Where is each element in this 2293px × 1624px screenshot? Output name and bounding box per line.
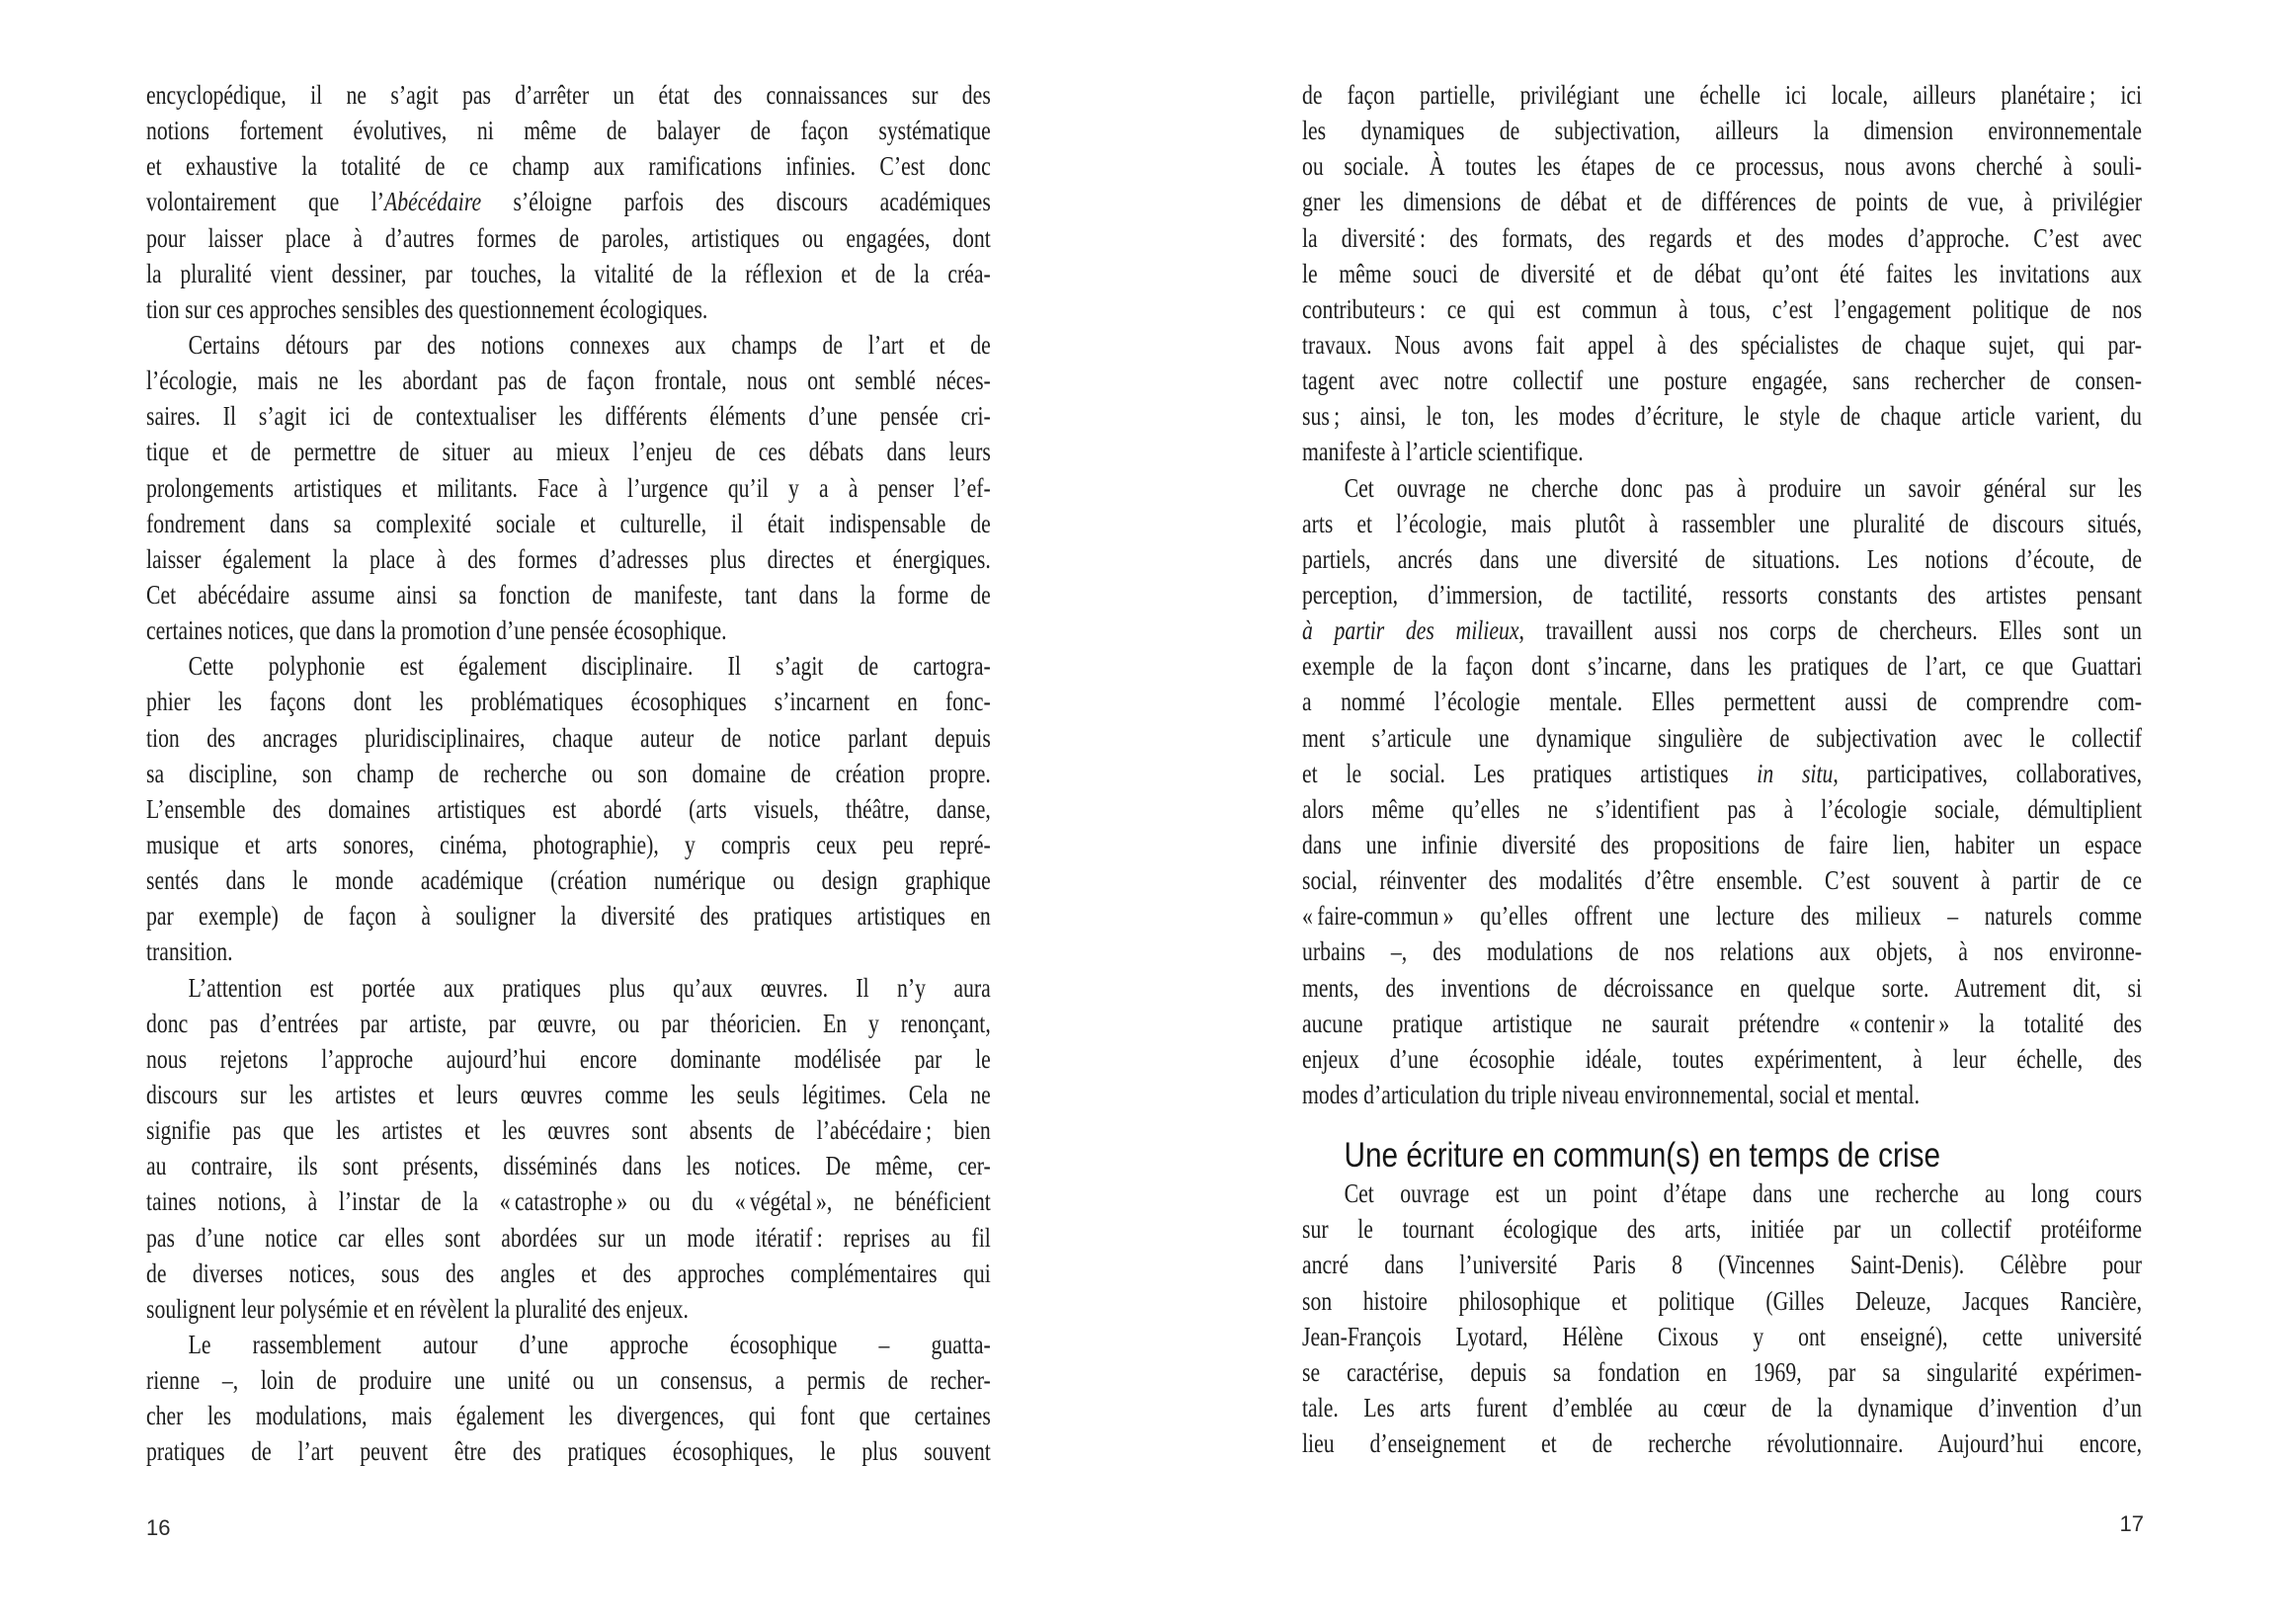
text-line: notions fortement évolutives, ni même de balayer de façon systématique [146,115,991,146]
text-line: « faire-commun » qu’elles offrent une lecture des milieux – naturels comme [1302,900,2143,932]
text-line: exemple de la façon dont s’incarne, dans les pratiques de l’art, ce que Guattari [1302,650,2143,682]
paragraph [1302,77,2142,470]
text-line: nous rejetons l’approche aujourd’hui encore dominante modélisée par le [146,1042,991,1074]
text-line: tagent avec notre collectif une posture engagée, sans rechercher de consen- [1302,365,2143,396]
text-line: musique et arts sonores, cinéma, photographie), y compris ceux peu repré- [146,828,991,859]
text-line: ment s’articule une dynamique singulière de subjectivation avec le collectif [1302,721,2143,753]
text-line: son histoire philosophique et politique (Gilles Deleuze, Jacques Rancière, [1302,1284,2143,1316]
text-line: cher les modulations, mais également les divergences, qui font que certaines [146,1400,991,1431]
text-line: urbains –, des modulations de nos relations aux objets, à nos environne- [1302,935,2143,967]
text-line: tion sur ces approches sensibles des questionnement écologiques. [146,292,708,324]
text-line: par exemple) de façon à souligner la diversité des pratiques artistiques en [146,900,991,932]
text-line: arts et l’écologie, mais plutôt à rassembler une pluralité de discours situés, [1302,507,2143,538]
text-line: tion des ancrages pluridisciplinaires, chaque auteur de notice parlant depuis [146,721,991,753]
text-line: lieu d’enseignement et de recherche révolutionnaire. Aujourd’hui encore, [1302,1427,2143,1459]
text-line: ancré dans l’université Paris 8 (Vincennes Saint-Denis). Célèbre pour [1302,1249,2143,1280]
page-left-text-block [146,77,991,1469]
text-line: social, réinventer des modalités d’être ensemble. C’est souvent à partir de ce [1302,864,2143,896]
text-line: de façon partielle, privilégiant une échelle ici locale, ailleurs planétaire ; ici [1302,79,2143,110]
text-line: travaux. Nous avons fait appel à des spécialistes de chaque sujet, qui par- [1302,328,2143,360]
text-line: discours sur les artistes et leurs œuvres comme les seuls légitimes. Cela ne [146,1078,991,1109]
paragraph [1302,1176,2142,1461]
text-line: rienne –, loin de produire une unité ou un consensus, a permis de recher- [146,1364,991,1396]
text-line: modes d’articulation du triple niveau environnemental, social et mental. [1302,1078,1921,1109]
text-line: tale. Les arts furent d’emblée au cœur de la dynamique d’invention d’un [1302,1391,2143,1422]
text-line: et le social. Les pratiques artistiques in situ, participatives, collaboratives, [1302,757,2143,788]
text-line: le même souci de diversité et de débat qu’ont été faites les invitations aux [1302,257,2143,288]
text-line: Cet ouvrage est un point d’étape dans une recherche au long cours [1344,1177,2143,1209]
text-line: volontairement que l’Abécédaire s’éloigne parfois des discours académiques [146,186,991,217]
text-line: prolongements artistiques et militants. Face à l’urgence qu’il y a à penser l’ef- [146,471,991,503]
text-line: Certains détours par des notions connexes aux champs de l’art et de [188,328,991,360]
text-line: fondrement dans sa complexité sociale et culturelle, il était indispensable de [146,507,991,538]
paragraph [146,648,991,969]
text-line: L’ensemble des domaines artistiques est abordé (arts visuels, théâtre, danse, [146,792,991,824]
text-line: Cet ouvrage ne cherche donc pas à produire un savoir général sur les [1344,471,2143,503]
paragraph [146,970,991,1327]
text-line: signifie pas que les artistes et les œuvres sont absents de l’abécédaire ; bien [146,1114,991,1146]
text-line: sus ; ainsi, le ton, les modes d’écriture, le style de chaque article varient, du [1302,400,2143,432]
text-line: saires. Il s’agit ici de contextualiser les différents éléments d’une pensée cri- [146,400,991,432]
text-line: sa discipline, son champ de recherche ou son domaine de création propre. [146,757,991,788]
text-line: perception, d’immersion, de tactilité, ressorts constants des artistes pensant [1302,578,2143,609]
text-line: Cette polyphonie est également disciplinaire. Il s’agit de cartogra- [188,650,991,682]
text-line: de diverses notices, sous des angles et des approches complémentaires qui [146,1257,991,1288]
text-line: manifeste à l’article scientifique. [1302,436,1584,467]
section-heading: Une écriture en commun(s) en temps de crise [1344,1136,1940,1176]
text-line: sur le tournant écologique des arts, initiée par un collectif protéiforme [1302,1213,2143,1245]
text-line: alors même qu’elles ne s’identifient pas à l’écologie sociale, démultiplient [1302,792,2143,824]
paragraph [146,77,991,327]
text-line: l’écologie, mais ne les abordant pas de façon frontale, nous ont semblé néces- [146,365,991,396]
text-line: contributeurs : ce qui est commun à tous, c’est l’engagement politique de nos [1302,292,2143,324]
text-line: partiels, ancrés dans une diversité de situations. Les notions d’écoute, de [1302,542,2143,574]
text-line: à partir des milieux, travaillent aussi nos corps de chercheurs. Elles sont un [1302,614,2143,646]
page-number-left: 16 [146,1515,171,1540]
paragraph [146,327,991,648]
text-line: certaines notices, que dans la promotion d’une pensée écosophique. [146,614,727,646]
text-line: ou sociale. À toutes les étapes de ce processus, nous avons cherché à souli- [1302,150,2143,182]
paragraph [146,1327,991,1470]
text-line: tique et de permettre de situer au mieux l’enjeu de ces débats dans leurs [146,436,991,467]
text-line: transition. [146,935,233,967]
page-number-right: 17 [2119,1511,2144,1536]
text-line: la diversité : des formats, des regards et des modes d’approche. C’est avec [1302,221,2143,253]
text-line: la pluralité vient dessiner, par touches, la vitalité de la réflexion et de la créa- [146,257,991,288]
text-line: se caractérise, depuis sa fondation en 1969, par sa singularité expérimen- [1302,1355,2143,1387]
text-line: donc pas d’entrées par artiste, par œuvre, ou par théoricien. En y renonçant, [146,1007,991,1038]
text-line: taines notions, à l’instar de la « catastrophe » ou du « végétal », ne bénéficient [146,1185,991,1217]
text-line: Jean-François Lyotard, Hélène Cixous y ont enseigné), cette université [1302,1320,2143,1351]
text-line: ments, des inventions de décroissance en quelque sorte. Autrement dit, si [1302,971,2143,1003]
text-line: Cet abécédaire assume ainsi sa fonction de manifeste, tant dans la forme de [146,578,991,609]
text-line: phier les façons dont les problématiques écosophiques s’incarnent en fonc- [146,686,991,717]
text-line: aucune pratique artistique ne saurait prétendre « contenir » la totalité des [1302,1007,2143,1038]
text-line: gner les dimensions de débat et de différences de points de vue, à privilégier [1302,186,2143,217]
text-line: a nommé l’écologie mentale. Elles permettent aussi de comprendre com- [1302,686,2143,717]
page-right-text-block [1302,77,2142,1461]
text-line: soulignent leur polysémie et en révèlent la pluralité des enjeux. [146,1292,689,1324]
paragraph [1302,470,2142,1113]
text-line: laisser également la place à des formes d’adresses plus directes et énergiques. [146,542,991,574]
text-line: enjeux d’une écosophie idéale, toutes expérimentent, à leur échelle, des [1302,1042,2143,1074]
text-line: dans une infinie diversité des propositions de faire lien, habiter un espace [1302,828,2143,859]
text-line: L’attention est portée aux pratiques plus qu’aux œuvres. Il n’y aura [188,971,991,1003]
text-line: sentés dans le monde académique (création numérique ou design graphique [146,864,991,896]
text-line: et exhaustive la totalité de ce champ aux ramifications infinies. C’est donc [146,150,991,182]
text-line: Le rassemblement autour d’une approche écosophique – guatta- [188,1328,991,1359]
text-line: pratiques de l’art peuvent être des pratiques écosophiques, le plus souvent [146,1435,991,1467]
text-line: au contraire, ils sont présents, disséminés dans les notices. De même, cer- [146,1150,991,1181]
text-line: pour laisser place à d’autres formes de paroles, artistiques ou engagées, dont [146,221,991,253]
text-line: encyclopédique, il ne s’agit pas d’arrêter un état des connaissances sur des [146,79,991,110]
text-line: pas d’une notice car elles sont abordées sur un mode itératif : reprises au fil [146,1221,991,1253]
text-line: les dynamiques de subjectivation, ailleurs la dimension environnementale [1302,115,2143,146]
